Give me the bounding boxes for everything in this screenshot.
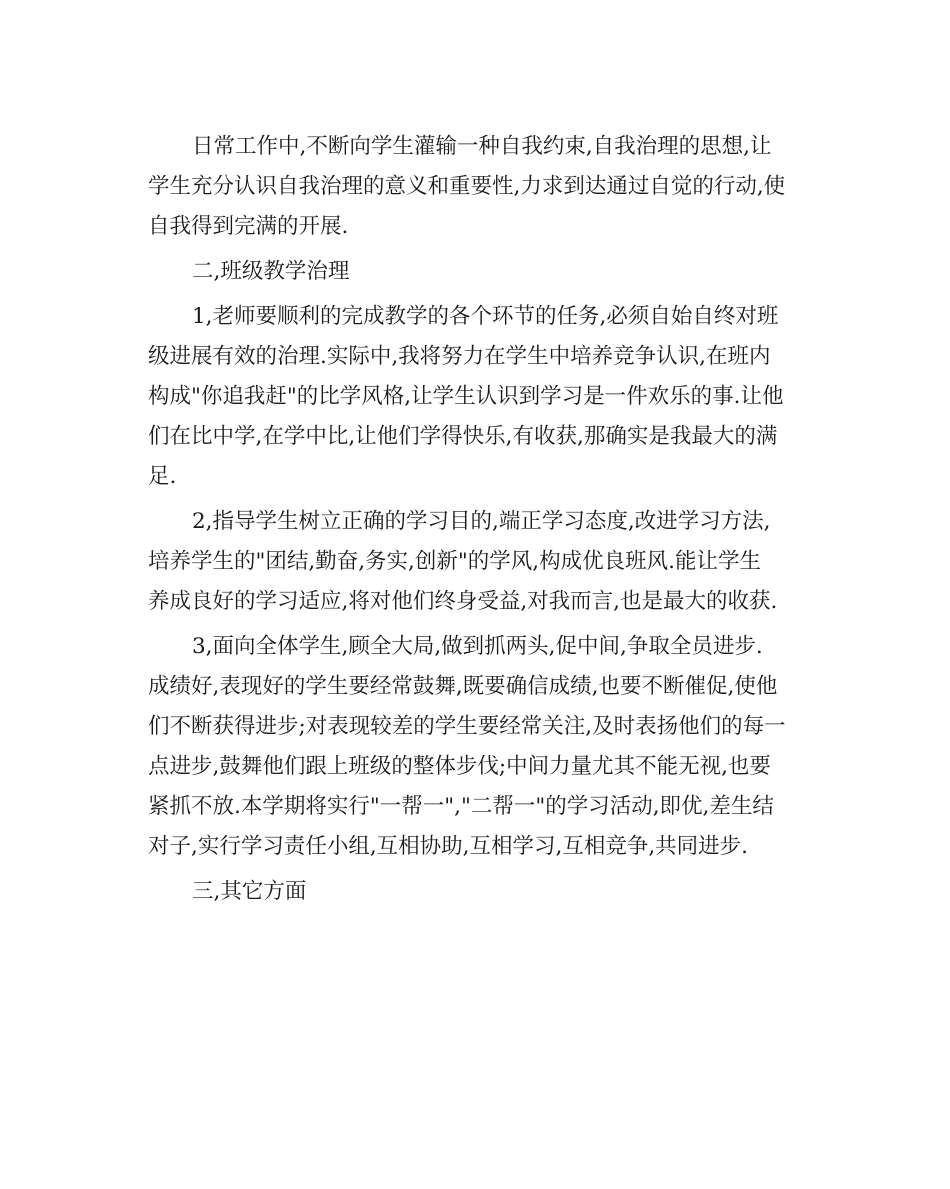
paragraph-line: 对子,实行学习责任小组,互相协助,互相学习,互相竞争,共同进步. bbox=[148, 834, 749, 859]
paragraph-line: 自我得到完满的开展. bbox=[148, 214, 349, 239]
paragraph-line: 们不断获得进步;对表现较差的学生要经常关注,及时表扬他们的每一 bbox=[148, 714, 786, 739]
paragraph-item-2 bbox=[148, 502, 808, 622]
section-heading: 三,其它方面 bbox=[192, 879, 307, 904]
paragraph-self-management bbox=[148, 127, 808, 247]
paragraph-line: 养成良好的学习适应,将对他们终身受益,对我而言,也是最大的收获. bbox=[148, 589, 778, 614]
document-body bbox=[148, 127, 808, 912]
paragraph-item-3 bbox=[148, 627, 808, 867]
paragraph-line: 培养学生的"团结,勤奋,务实,创新"的学风,构成优良班风.能让学生 bbox=[148, 549, 761, 574]
paragraph-line: 日常工作中,不断向学生灌输一种自我约束,自我治理的思想,让 bbox=[192, 134, 772, 159]
paragraph-line: 们在比中学,在学中比,让他们学得快乐,有收获,那确实是我最大的满 bbox=[148, 424, 778, 449]
paragraph-item-1 bbox=[148, 297, 808, 497]
section-heading-other-aspects bbox=[148, 872, 808, 912]
paragraph-line: 3,面向全体学生,顾全大局,做到抓两头,促中间,争取全员进步. bbox=[192, 634, 763, 659]
paragraph-line: 学生充分认识自我治理的意义和重要性,力求到达通过自觉的行动,使 bbox=[148, 174, 786, 199]
section-heading-class-teaching bbox=[148, 252, 808, 292]
section-heading: 二,班级教学治理 bbox=[192, 259, 350, 284]
paragraph-line: 紧抓不放.本学期将实行"一帮一","二帮一"的学习活动,即优,差生结 bbox=[148, 794, 774, 819]
paragraph-line: 2,指导学生树立正确的学习目的,端正学习态度,改进学习方法, bbox=[192, 509, 771, 534]
paragraph-line: 1,老师要顺利的完成教学的各个环节的任务,必须自始自终对班 bbox=[192, 304, 779, 329]
paragraph-line: 足. bbox=[148, 464, 177, 489]
paragraph-line: 级进展有效的治理.实际中,我将努力在学生中培养竞争认识,在班内 bbox=[148, 344, 771, 369]
paragraph-line: 成绩好,表现好的学生要经常鼓舞,既要确信成绩,也要不断催促,使他 bbox=[148, 674, 778, 699]
paragraph-line: 构成"你追我赶"的比学风格,让学生认识到学习是一件欢乐的事.让他 bbox=[148, 384, 784, 409]
paragraph-line: 点进步,鼓舞他们跟上班级的整体步伐;中间力量尤其不能无视,也要 bbox=[148, 754, 771, 779]
